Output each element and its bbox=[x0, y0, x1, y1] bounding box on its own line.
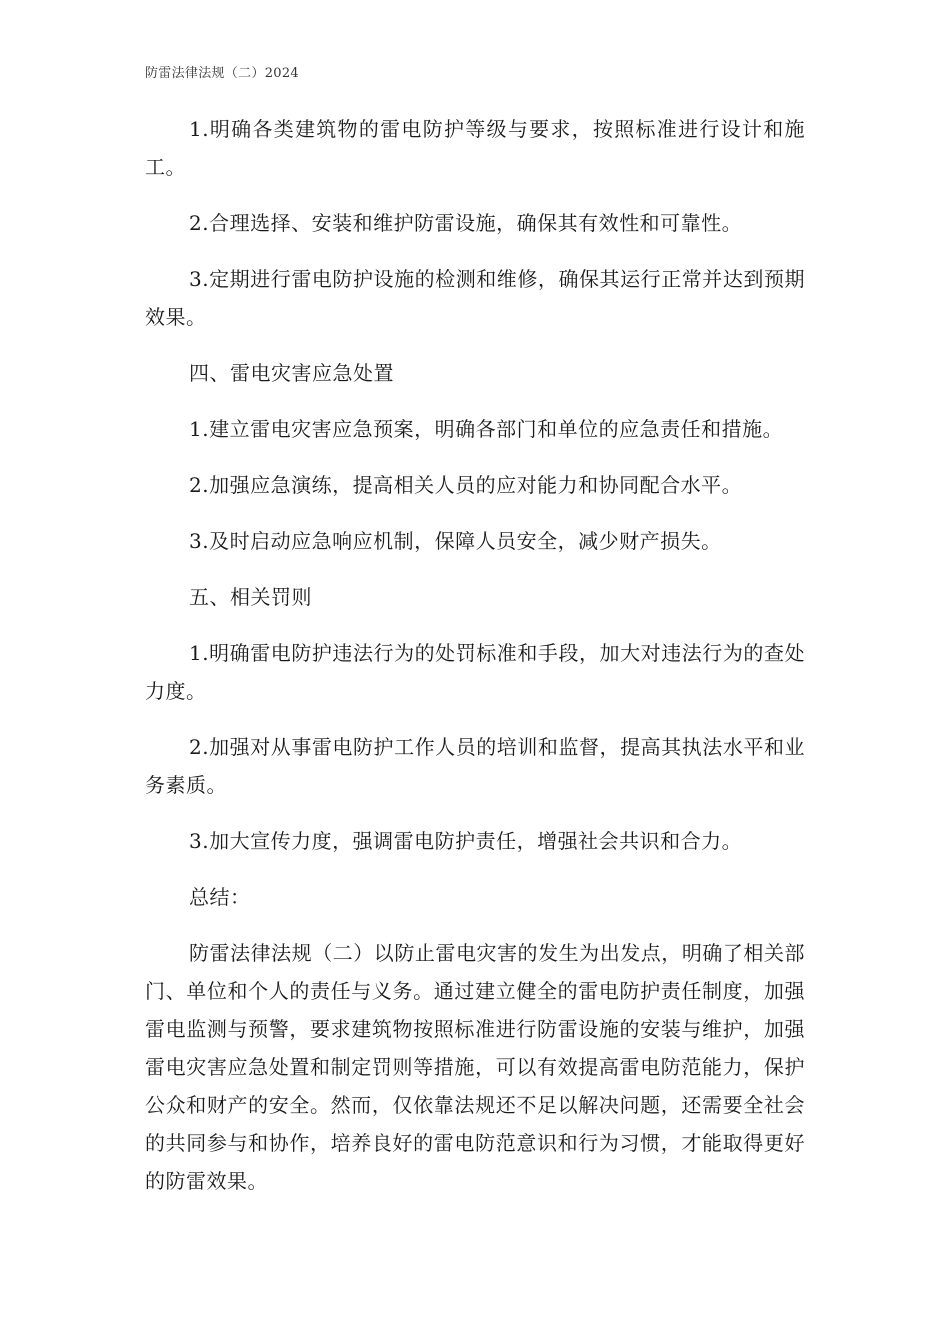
paragraph-publicity: 3.加大宣传力度，强调雷电防护责任，增强社会共识和合力。 bbox=[189, 829, 743, 853]
paragraph-emergency-response: 3.及时启动应急响应机制，保障人员安全，减少财产损失。 bbox=[189, 529, 722, 553]
paragraph-design-standards: 1.明确各类建筑物的雷电防护等级与要求，按照标准进行设计和施工。 bbox=[145, 117, 805, 179]
summary-heading: 总结： bbox=[189, 885, 251, 909]
paragraph-penalty-standards: 1.明确雷电防护违法行为的处罚标准和手段，加大对违法行为的查处力度。 bbox=[145, 641, 805, 703]
paragraph-emergency-plan: 1.建立雷电灾害应急预案，明确各部门和单位的应急责任和措施。 bbox=[189, 417, 784, 441]
page-header: 防雷法律法规（二）2024 bbox=[145, 66, 299, 81]
paragraph-emergency-drills: 2.加强应急演练，提高相关人员的应对能力和协同配合水平。 bbox=[189, 473, 743, 497]
document-body bbox=[145, 110, 805, 1218]
section-heading-penalties: 五、相关罚则 bbox=[189, 585, 312, 609]
summary-paragraph: 防雷法律法规（二）以防止雷电灾害的发生为出发点，明确了相关部门、单位和个人的责任与义务。通过建立健全的雷电防护责任制度，加强雷电监测与预警，要求建筑物按照标准进行防雷设施的安装与维护，加强雷电灾害应急处置和制定罚则等措施，可以有效提高雷电防范能力，保护公众和财产的安全。然而，仅依靠法规还不足以解决问题，还需要全社会的共同参与和协作，培养良好的雷电防范意识和行为习惯，才能取得更好的防雷效果。 bbox=[145, 941, 805, 1193]
paragraph-inspection-repair: 3.定期进行雷电防护设施的检测和维修，确保其运行正常并达到预期效果。 bbox=[145, 267, 805, 329]
paragraph-staff-training: 2.加强对从事雷电防护工作人员的培训和监督，提高其执法水平和业务素质。 bbox=[145, 735, 805, 797]
paragraph-facility-maintenance: 2.合理选择、安装和维护防雷设施，确保其有效性和可靠性。 bbox=[189, 211, 743, 235]
section-heading-emergency: 四、雷电灾害应急处置 bbox=[189, 361, 394, 385]
